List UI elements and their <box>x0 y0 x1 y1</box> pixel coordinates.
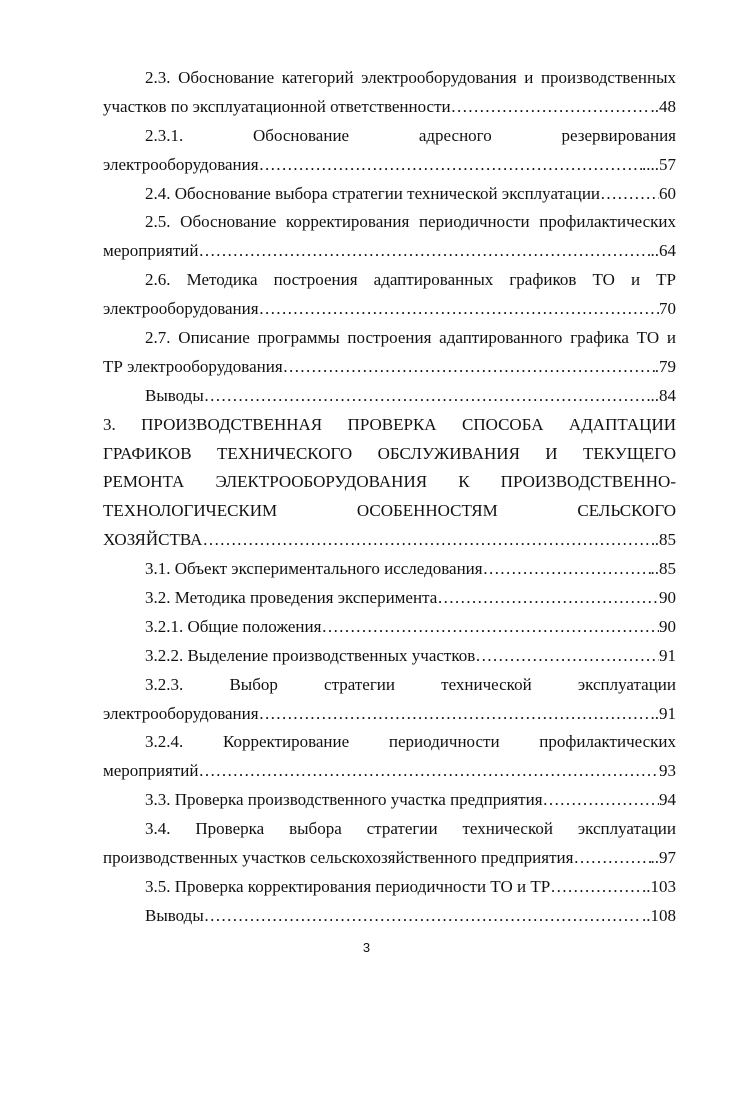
dot-leader <box>437 584 659 613</box>
toc-entry <box>103 786 676 815</box>
toc-entry <box>103 555 676 584</box>
toc-page-number: 91 <box>659 645 676 665</box>
toc-entry-line: 3.4. Проверка выбора стратегии технической эксплуатации <box>145 819 676 839</box>
toc-page-number: 90 <box>659 616 676 636</box>
toc-entry-title: Выводы <box>145 905 204 925</box>
toc-entry-title: мероприятий <box>103 761 199 781</box>
toc-entry <box>103 180 676 209</box>
dot-leader <box>259 700 651 729</box>
toc-page-number: 94 <box>659 790 676 810</box>
toc-entry <box>103 844 676 873</box>
dot-leader <box>259 295 659 324</box>
toc-entry-line: 2.3. Обоснование категорий электрооборудования и производственных <box>145 68 676 87</box>
toc-entry-line: ГРАФИКОВ ТЕХНИЧЕСКОГО ОБСЛУЖИВАНИЯ И ТЕКУЩЕГО <box>103 443 676 463</box>
toc-page-number: ..108 <box>642 905 676 925</box>
dot-leader <box>543 786 659 815</box>
toc-page-number: 60 <box>659 183 676 203</box>
toc-entry <box>103 642 676 671</box>
toc-entry-title: электрооборудования <box>103 299 259 319</box>
toc-page-number: 93 <box>659 761 676 781</box>
toc-entry-title: мероприятий <box>103 241 199 261</box>
toc-entry-title: 2.4. Обоснование выбора стратегии технической эксплуатации <box>145 183 601 203</box>
toc-entry <box>103 237 676 266</box>
toc-page-number: ....57 <box>642 154 676 174</box>
dot-leader <box>202 526 654 555</box>
table-of-contents <box>103 64 676 931</box>
toc-entry-line: РЕМОНТА ЭЛЕКТРООБОРУДОВАНИЯ К ПРОИЗВОДСТВЕННО- <box>103 472 676 492</box>
dot-leader <box>600 180 659 209</box>
toc-entry-title: ХОЗЯЙСТВА <box>103 530 203 550</box>
toc-entry <box>103 93 676 122</box>
toc-entry <box>103 700 676 729</box>
toc-entry-title: электрооборудования <box>103 154 259 174</box>
toc-entry-title: ТР электрооборудования <box>103 356 283 376</box>
toc-entry-title: производственных участков сельскохозяйственного предприятия <box>103 848 574 868</box>
toc-entry <box>103 295 676 324</box>
toc-page-number: 70 <box>659 299 676 319</box>
dot-leader <box>321 613 659 642</box>
toc-page-number: .85 <box>654 530 676 550</box>
toc-page-number: ..103 <box>642 876 676 896</box>
toc-entry <box>103 902 676 931</box>
toc-entry <box>103 613 676 642</box>
toc-entry <box>103 382 676 411</box>
toc-entry-line: 2.3.1. Обоснование адресного резервирования <box>145 125 676 145</box>
toc-entry <box>103 873 676 902</box>
toc-entry <box>103 151 676 180</box>
dot-leader <box>451 93 651 122</box>
toc-entry-title: 3.2. Методика проведения эксперимента <box>145 588 438 608</box>
toc-entry-line: 3. ПРОИЗВОДСТВЕННАЯ ПРОВЕРКА СПОСОБА АДАПТАЦИИ <box>103 414 676 434</box>
toc-entry <box>103 757 676 786</box>
toc-page-number: ..84 <box>650 385 676 405</box>
toc-page-number: .79 <box>654 356 676 376</box>
dot-leader <box>259 151 642 180</box>
toc-entry-line: 3.2.3. Выбор стратегии технической эксплуатации <box>145 674 676 694</box>
toc-entry <box>103 584 676 613</box>
dot-leader <box>475 642 659 671</box>
toc-entry-title: 3.2.1. Общие положения <box>145 616 322 636</box>
toc-entry-line: 2.5. Обоснование корректирования периодичности профилактических <box>145 212 676 232</box>
dot-leader <box>550 873 642 902</box>
toc-entry-title: 3.5. Проверка корректирования периодичности ТО и ТР <box>145 876 551 896</box>
toc-page-number: ..97 <box>650 848 676 868</box>
dot-leader <box>573 844 650 873</box>
dot-leader <box>198 757 659 786</box>
toc-entry-title: участков по эксплуатационной ответственности <box>103 96 451 116</box>
toc-page-number: ..48 <box>650 96 676 116</box>
toc-page-number: ..64 <box>650 241 676 261</box>
toc-entry-title: Выводы <box>145 385 204 405</box>
dot-leader <box>198 237 650 266</box>
toc-entry <box>103 353 676 382</box>
toc-page-number: ..85 <box>650 559 676 579</box>
dot-leader <box>204 382 651 411</box>
dot-leader <box>204 902 642 931</box>
toc-entry-line: 2.6. Методика построения адаптированных графиков ТО и ТР <box>145 270 676 290</box>
toc-entry <box>103 526 676 555</box>
toc-entry-line: ТЕХНОЛОГИЧЕСКИМ ОСОБЕННОСТЯМ СЕЛЬСКОГО <box>103 501 676 521</box>
toc-entry-title: 3.1. Объект экспериментального исследования <box>145 559 483 579</box>
toc-entry-title: 3.3. Проверка производственного участка предприятия <box>145 790 543 810</box>
toc-entry-line: 2.7. Описание программы построения адаптированного графика ТО и <box>145 328 676 348</box>
page-number: 3 <box>362 940 371 955</box>
toc-entry-title: электрооборудования <box>103 703 259 723</box>
dot-leader <box>483 555 651 584</box>
dot-leader <box>283 353 655 382</box>
toc-entry-title: 3.2.2. Выделение производственных участков <box>145 645 476 665</box>
toc-page-number: 90 <box>659 588 676 608</box>
toc-entry-line: 3.2.4. Корректирование периодичности профилактических <box>145 732 676 752</box>
toc-page-number: ..91 <box>650 703 676 723</box>
